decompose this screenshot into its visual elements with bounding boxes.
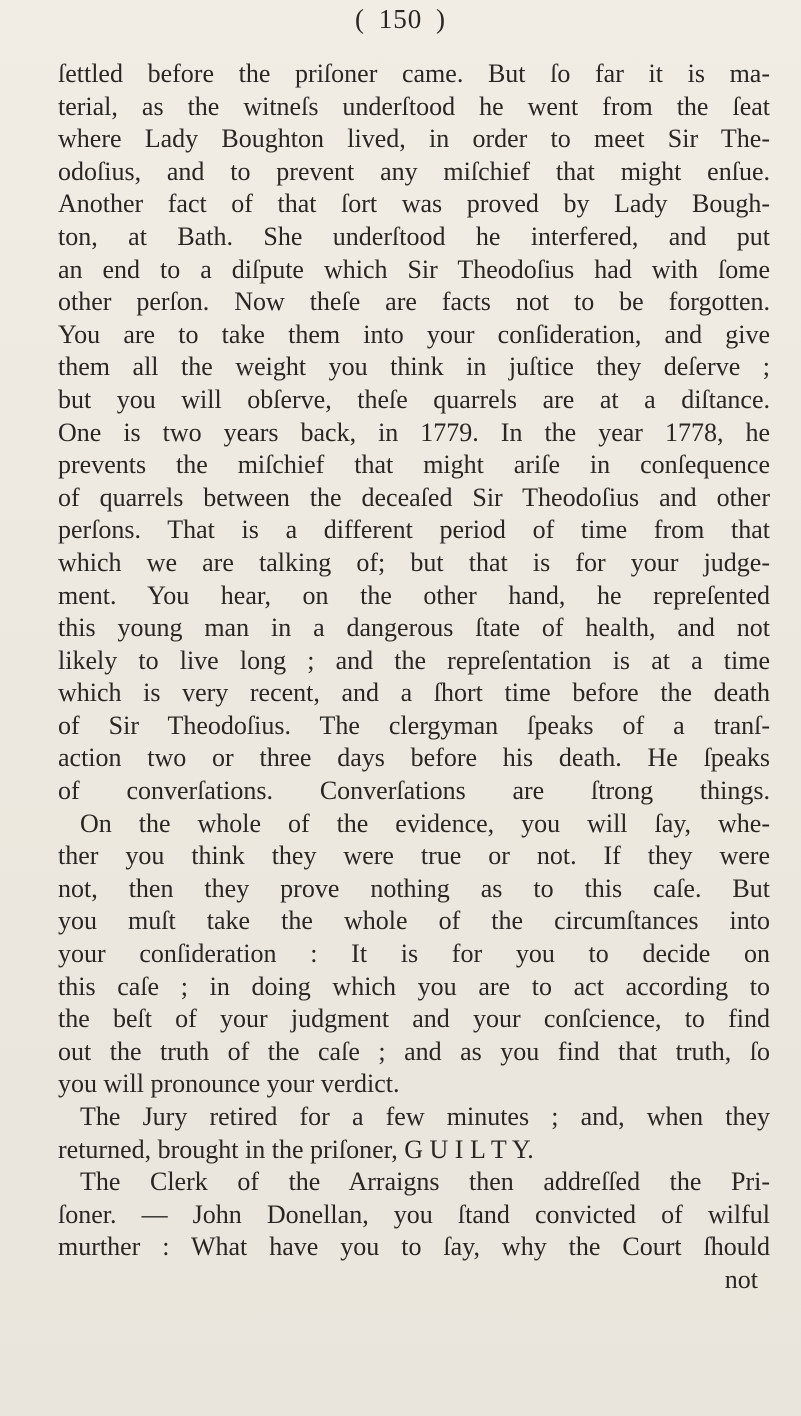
text-line: the beſt of your judgment and your conſcience, to find (58, 1004, 770, 1034)
text-line: which we are talking of; but that is for your judge- (58, 547, 770, 577)
page-number: ( 150 ) (355, 4, 446, 34)
text-line: One is two years back, in 1779. In the year 1778, he (58, 417, 770, 447)
text-line: perſons. That is a different period of time from that (58, 515, 770, 545)
text-line: which is very recent, and a ſhort time before the death (58, 678, 770, 708)
text-line: them all the weight you think in juſtice they deſerve ; (58, 352, 770, 382)
text-line: murther : What have you to ſay, why the Court ſhould (58, 1232, 770, 1262)
text-line: of converſations. Converſations are ſtrong things. (58, 776, 770, 806)
text-line: odoſius, and to prevent any miſchief that might enſue. (58, 156, 770, 186)
text-line: this young man in a dangerous ſtate of health, and not (58, 613, 770, 643)
text-line: of quarrels between the deceaſed Sir Theodoſius and other (58, 482, 770, 512)
text-line: On the whole of the evidence, you will ſay, whe- (80, 808, 770, 838)
text-line: likely to live long ; and the repreſentation is at a time (58, 645, 770, 675)
body-text (58, 58, 770, 1297)
text-line: where Lady Boughton lived, in order to meet Sir The- (58, 124, 770, 154)
text-line: but you will obſerve, theſe quarrels are at a diſtance. (58, 384, 770, 414)
text-line: ſettled before the priſoner came. But ſo far it is ma- (58, 59, 770, 88)
text-line: you muſt take the whole of the circumſtances into (58, 906, 770, 936)
text-line: You are to take them into your conſideration, and give (58, 319, 770, 349)
text-line: other perſon. Now theſe are facts not to be forgotten. (58, 287, 770, 317)
text-line: out the truth of the caſe ; and as you find that truth, ſo (58, 1036, 770, 1066)
text-line: action two or three days before his death. He ſpeaks (58, 743, 770, 773)
text-line: terial, as the witneſs underſtood he went from the ſeat (58, 91, 770, 121)
text-line: your conſideration : It is for you to decide on (58, 939, 770, 969)
catchword: not (724, 1264, 758, 1294)
text-line: an end to a diſpute which Sir Theodoſius had with ſome (58, 254, 770, 284)
text-line: ſoner. — John Donellan, you ſtand convicted of wilful (58, 1199, 770, 1229)
text-line: The Jury retired for a few minutes ; and, when they (80, 1102, 770, 1131)
text-line: The Clerk of the Arraigns then addreſſed the Pri- (80, 1167, 770, 1197)
text-line: not, then they prove nothing as to this caſe. But (58, 873, 770, 903)
text-line: Another fact of that ſort was proved by Lady Bough- (58, 189, 770, 219)
text-line: you will pronounce your verdict. (58, 1069, 400, 1099)
text-line: ment. You hear, on the other hand, he repreſented (58, 580, 770, 610)
text-line: of Sir Theodoſius. The clergyman ſpeaks of a tranſ- (58, 710, 770, 740)
text-line: returned, brought in the priſoner, G U I L T Y. (58, 1134, 534, 1164)
text-line: ton, at Bath. She underſtood he interfered, and put (58, 221, 770, 251)
text-line: prevents the miſchief that might ariſe in conſequence (58, 450, 770, 480)
text-line: this caſe ; in doing which you are to act according to (58, 971, 770, 1001)
text-line: ther you think they were true or not. If they were (58, 841, 770, 871)
